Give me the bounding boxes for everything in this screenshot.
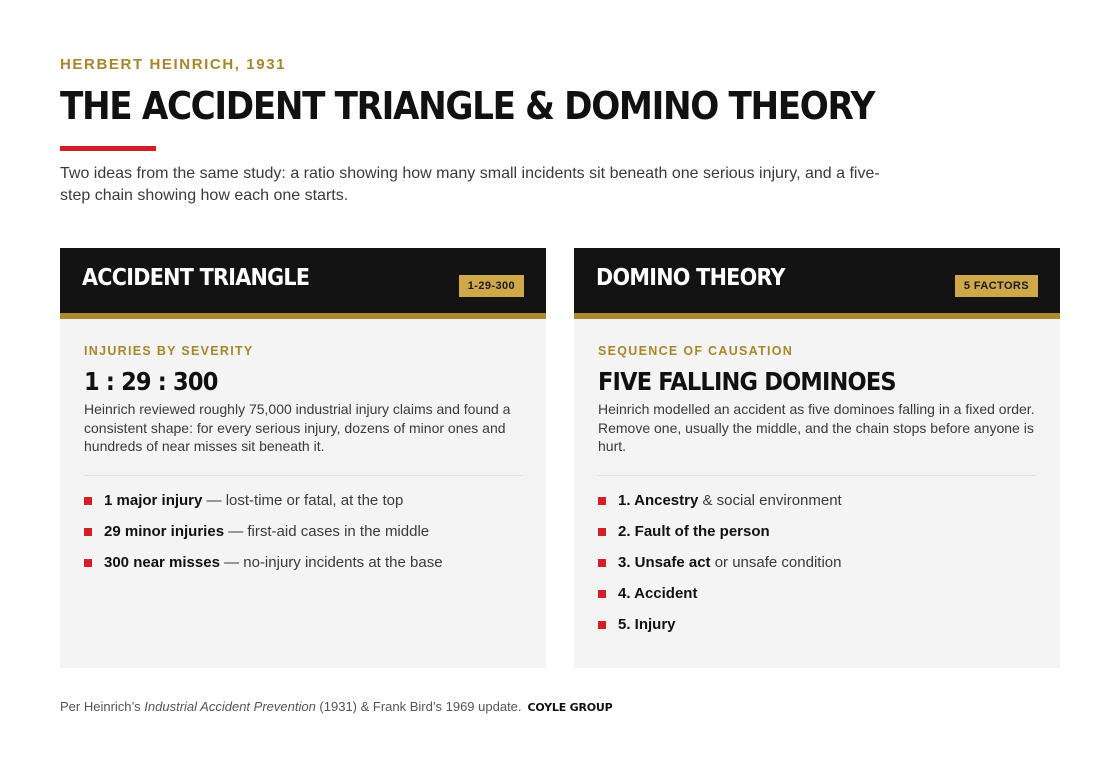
brand-logo: COYLE GROUP (527, 701, 613, 714)
item-strong: 300 near misses (104, 553, 220, 571)
card-title: ACCIDENT TRIANGLE (82, 265, 310, 291)
causation-list (598, 491, 1036, 646)
eyebrow: HERBERT HEINRICH, 1931 (60, 56, 287, 73)
list-item (84, 553, 522, 584)
item-text: & social environment (698, 491, 842, 509)
item-strong: 5. Injury (618, 615, 676, 633)
bullet-square-icon (598, 528, 606, 536)
item-text: — lost-time or fatal, at the top (202, 491, 404, 509)
title-rule (60, 146, 156, 151)
divider (598, 475, 1036, 476)
item-strong: 2. Fault of the person (618, 522, 770, 540)
card-body (574, 319, 1060, 646)
accident-triangle-card (60, 248, 546, 668)
bullet-square-icon (598, 559, 606, 567)
item-text: — first-aid cases in the middle (224, 522, 430, 540)
list-item (598, 584, 1036, 615)
card-description: Heinrich modelled an accident as five dominoes falling in a fixed order. Remove one, usually the middle, and the chain stops before anyone is hurt. (598, 401, 1035, 454)
severity-list (84, 491, 522, 584)
list-item (598, 522, 1036, 553)
card-header (60, 248, 546, 319)
section-label: INJURIES BY SEVERITY (84, 344, 254, 358)
item-strong: 3. Unsafe act (618, 553, 711, 571)
bullet-square-icon (84, 559, 92, 567)
item-text: — no-injury incidents at the base (219, 553, 443, 571)
bullet-square-icon (598, 590, 606, 598)
bullet-square-icon (598, 621, 606, 629)
footer-suffix: (1931) & Frank Bird’s 1969 update. (315, 699, 522, 714)
card-header (574, 248, 1060, 319)
bullet-square-icon (84, 528, 92, 536)
dominoes-headline: FIVE FALLING DOMINOES (598, 367, 896, 396)
domino-theory-card (574, 248, 1060, 668)
card-body (60, 319, 546, 584)
factors-badge: 5 FACTORS (955, 275, 1038, 297)
divider (84, 475, 522, 476)
footer-prefix: Per Heinrich’s (60, 699, 145, 714)
card-title: DOMINO THEORY (596, 265, 785, 291)
ratio-headline: 1 : 29 : 300 (84, 367, 218, 396)
card-description: Heinrich reviewed roughly 75,000 industrial injury claims and found a consistent shape: for every serious injury, dozens of minor ones and hundreds of near misses sit beneath it. (84, 401, 511, 454)
source-footer (60, 699, 613, 714)
item-strong: 1 major injury (104, 491, 203, 509)
page-title: THE ACCIDENT TRIANGLE & DOMINO THEORY (60, 84, 875, 128)
list-item (598, 553, 1036, 584)
list-item (84, 522, 522, 553)
item-strong: 4. Accident (618, 584, 698, 602)
section-label: SEQUENCE OF CAUSATION (598, 344, 794, 358)
list-item (598, 491, 1036, 522)
book-title: Industrial Accident Prevention (144, 699, 316, 714)
item-strong: 29 minor injuries (104, 522, 225, 540)
item-text: or unsafe condition (710, 553, 842, 571)
ratio-badge: 1-29-300 (459, 275, 524, 297)
bullet-square-icon (598, 497, 606, 505)
intro-text: Two ideas from the same study: a ratio showing how many small incidents sit beneath one serious injury, and a five-step chain showing how each one starts. (60, 165, 880, 204)
item-strong: 1. Ancestry (618, 491, 699, 509)
list-item (84, 491, 522, 522)
bullet-square-icon (84, 497, 92, 505)
list-item (598, 615, 1036, 646)
